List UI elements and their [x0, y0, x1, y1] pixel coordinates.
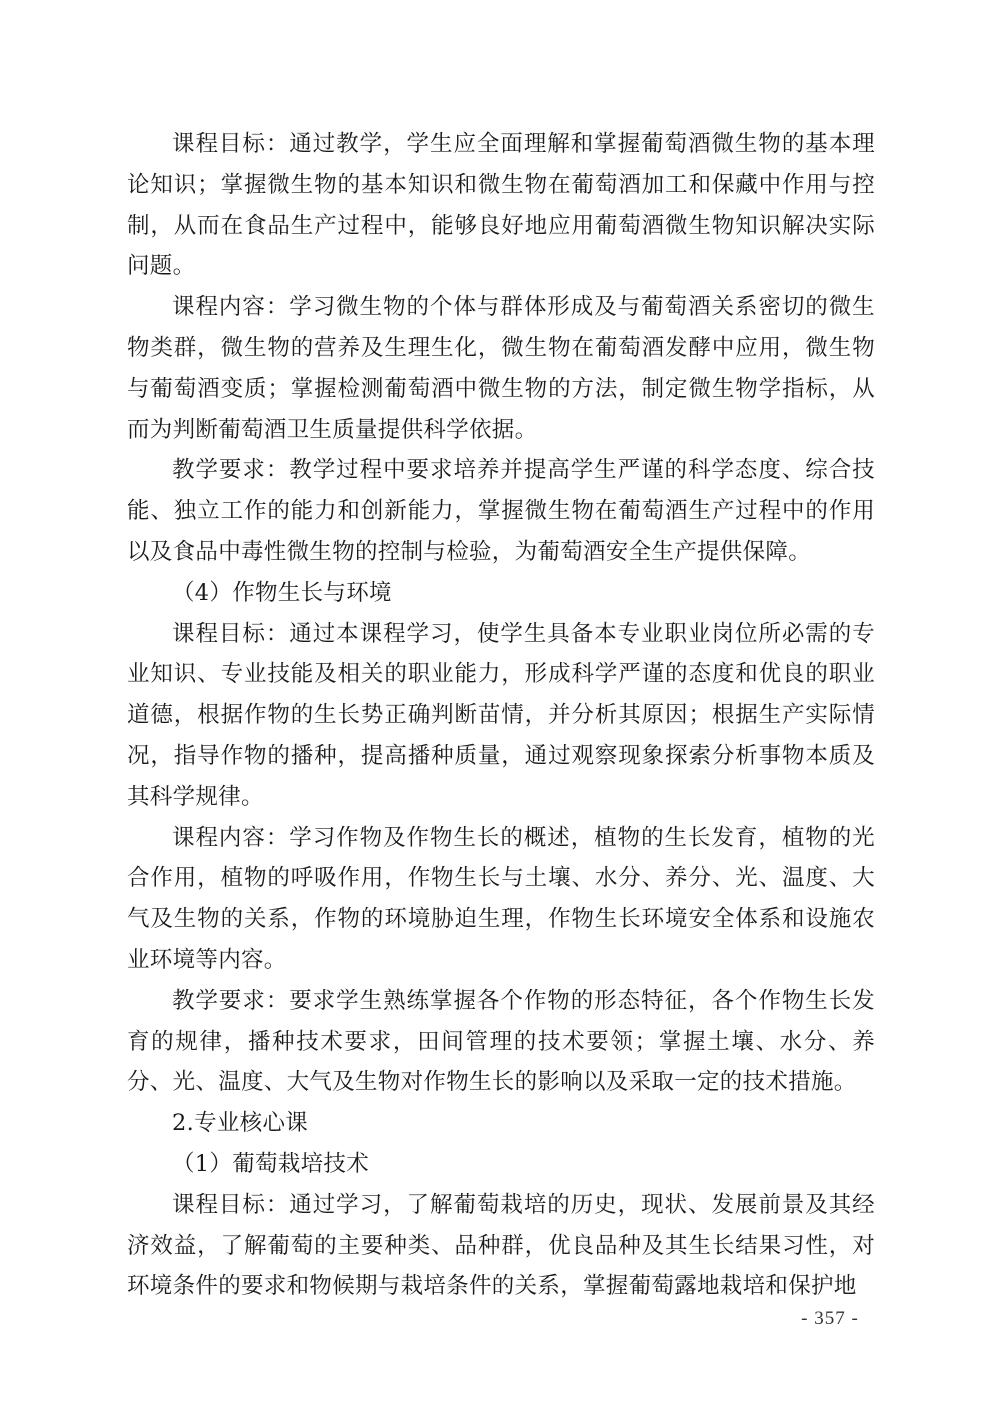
section-heading-core-courses: 2.专业核心课 — [172, 1110, 309, 1137]
section-heading-grape-cultivation: （1）葡萄栽培技术 — [172, 1150, 370, 1177]
paragraph-wine-microbiology-requirements: 教学要求：教学过程中要求培养并提高学生严谨的科学态度、综合技能、独立工作的能力和创新能力，掌握微生物在葡萄酒生产过程中的作用以及食品中毒性微生物的控制与检验，为葡萄酒安全生产提供保障。 — [127, 457, 875, 565]
body-text — [127, 124, 875, 1307]
paragraph-crop-growth-requirements: 教学要求：要求学生熟练掌握各个作物的形态特征，各个作物生长发育的规律，播种技术要求，田间管理的技术要领；掌握土壤、水分、养分、光、温度、大气及生物对作物生长的影响以及采取一定的技术措施。 — [127, 987, 875, 1096]
section-heading-crop-growth: （4）作物生长与环境 — [172, 579, 392, 606]
paragraph-crop-growth-goal: 课程目标：通过本课程学习，使学生具备本专业职业岗位所必需的专业知识、专业技能及相关的职业能力，形成科学严谨的态度和优良的职业道德，根据作物的生长势正确判断苗情，并分析其原因；根据生产实际情况，指导作物的播种，提高播种质量，通过观察现象探索分析事物本质及其科学规律。 — [127, 620, 875, 810]
paragraph-wine-microbiology-content: 课程内容：学习微生物的个体与群体形成及与葡萄酒关系密切的微生物类群，微生物的营养及生理生化，微生物在葡萄酒发酵中应用，微生物与葡萄酒变质；掌握检测葡萄酒中微生物的方法，制定微生物学指标，从而为判断葡萄酒卫生质量提供科学依据。 — [127, 294, 875, 443]
paragraph-grape-cultivation-goal: 课程目标：通过学习，了解葡萄栽培的历史，现状、发展前景及其经济效益，了解葡萄的主要种类、品种群，优良品种及其生长结果习性，对环境条件的要求和物候期与栽培条件的关系，掌握葡萄露地栽培和保护地 — [127, 1191, 875, 1300]
paragraph-wine-microbiology-goal: 课程目标：通过教学，学生应全面理解和掌握葡萄酒微生物的基本理论知识；掌握微生物的基本知识和微生物在葡萄酒加工和保藏中作用与控制，从而在食品生产过程中，能够良好地应用葡萄酒微生物知识解决实际问题。 — [127, 131, 875, 280]
paragraph-crop-growth-content: 课程内容：学习作物及作物生长的概述，植物的生长发育，植物的光合作用，植物的呼吸作用，作物生长与土壤、水分、养分、光、温度、大气及生物的关系，作物的环境胁迫生理，作物生长环境安全体系和设施农业环境等内容。 — [127, 824, 875, 973]
page-number: - 357 - — [801, 1308, 859, 1329]
